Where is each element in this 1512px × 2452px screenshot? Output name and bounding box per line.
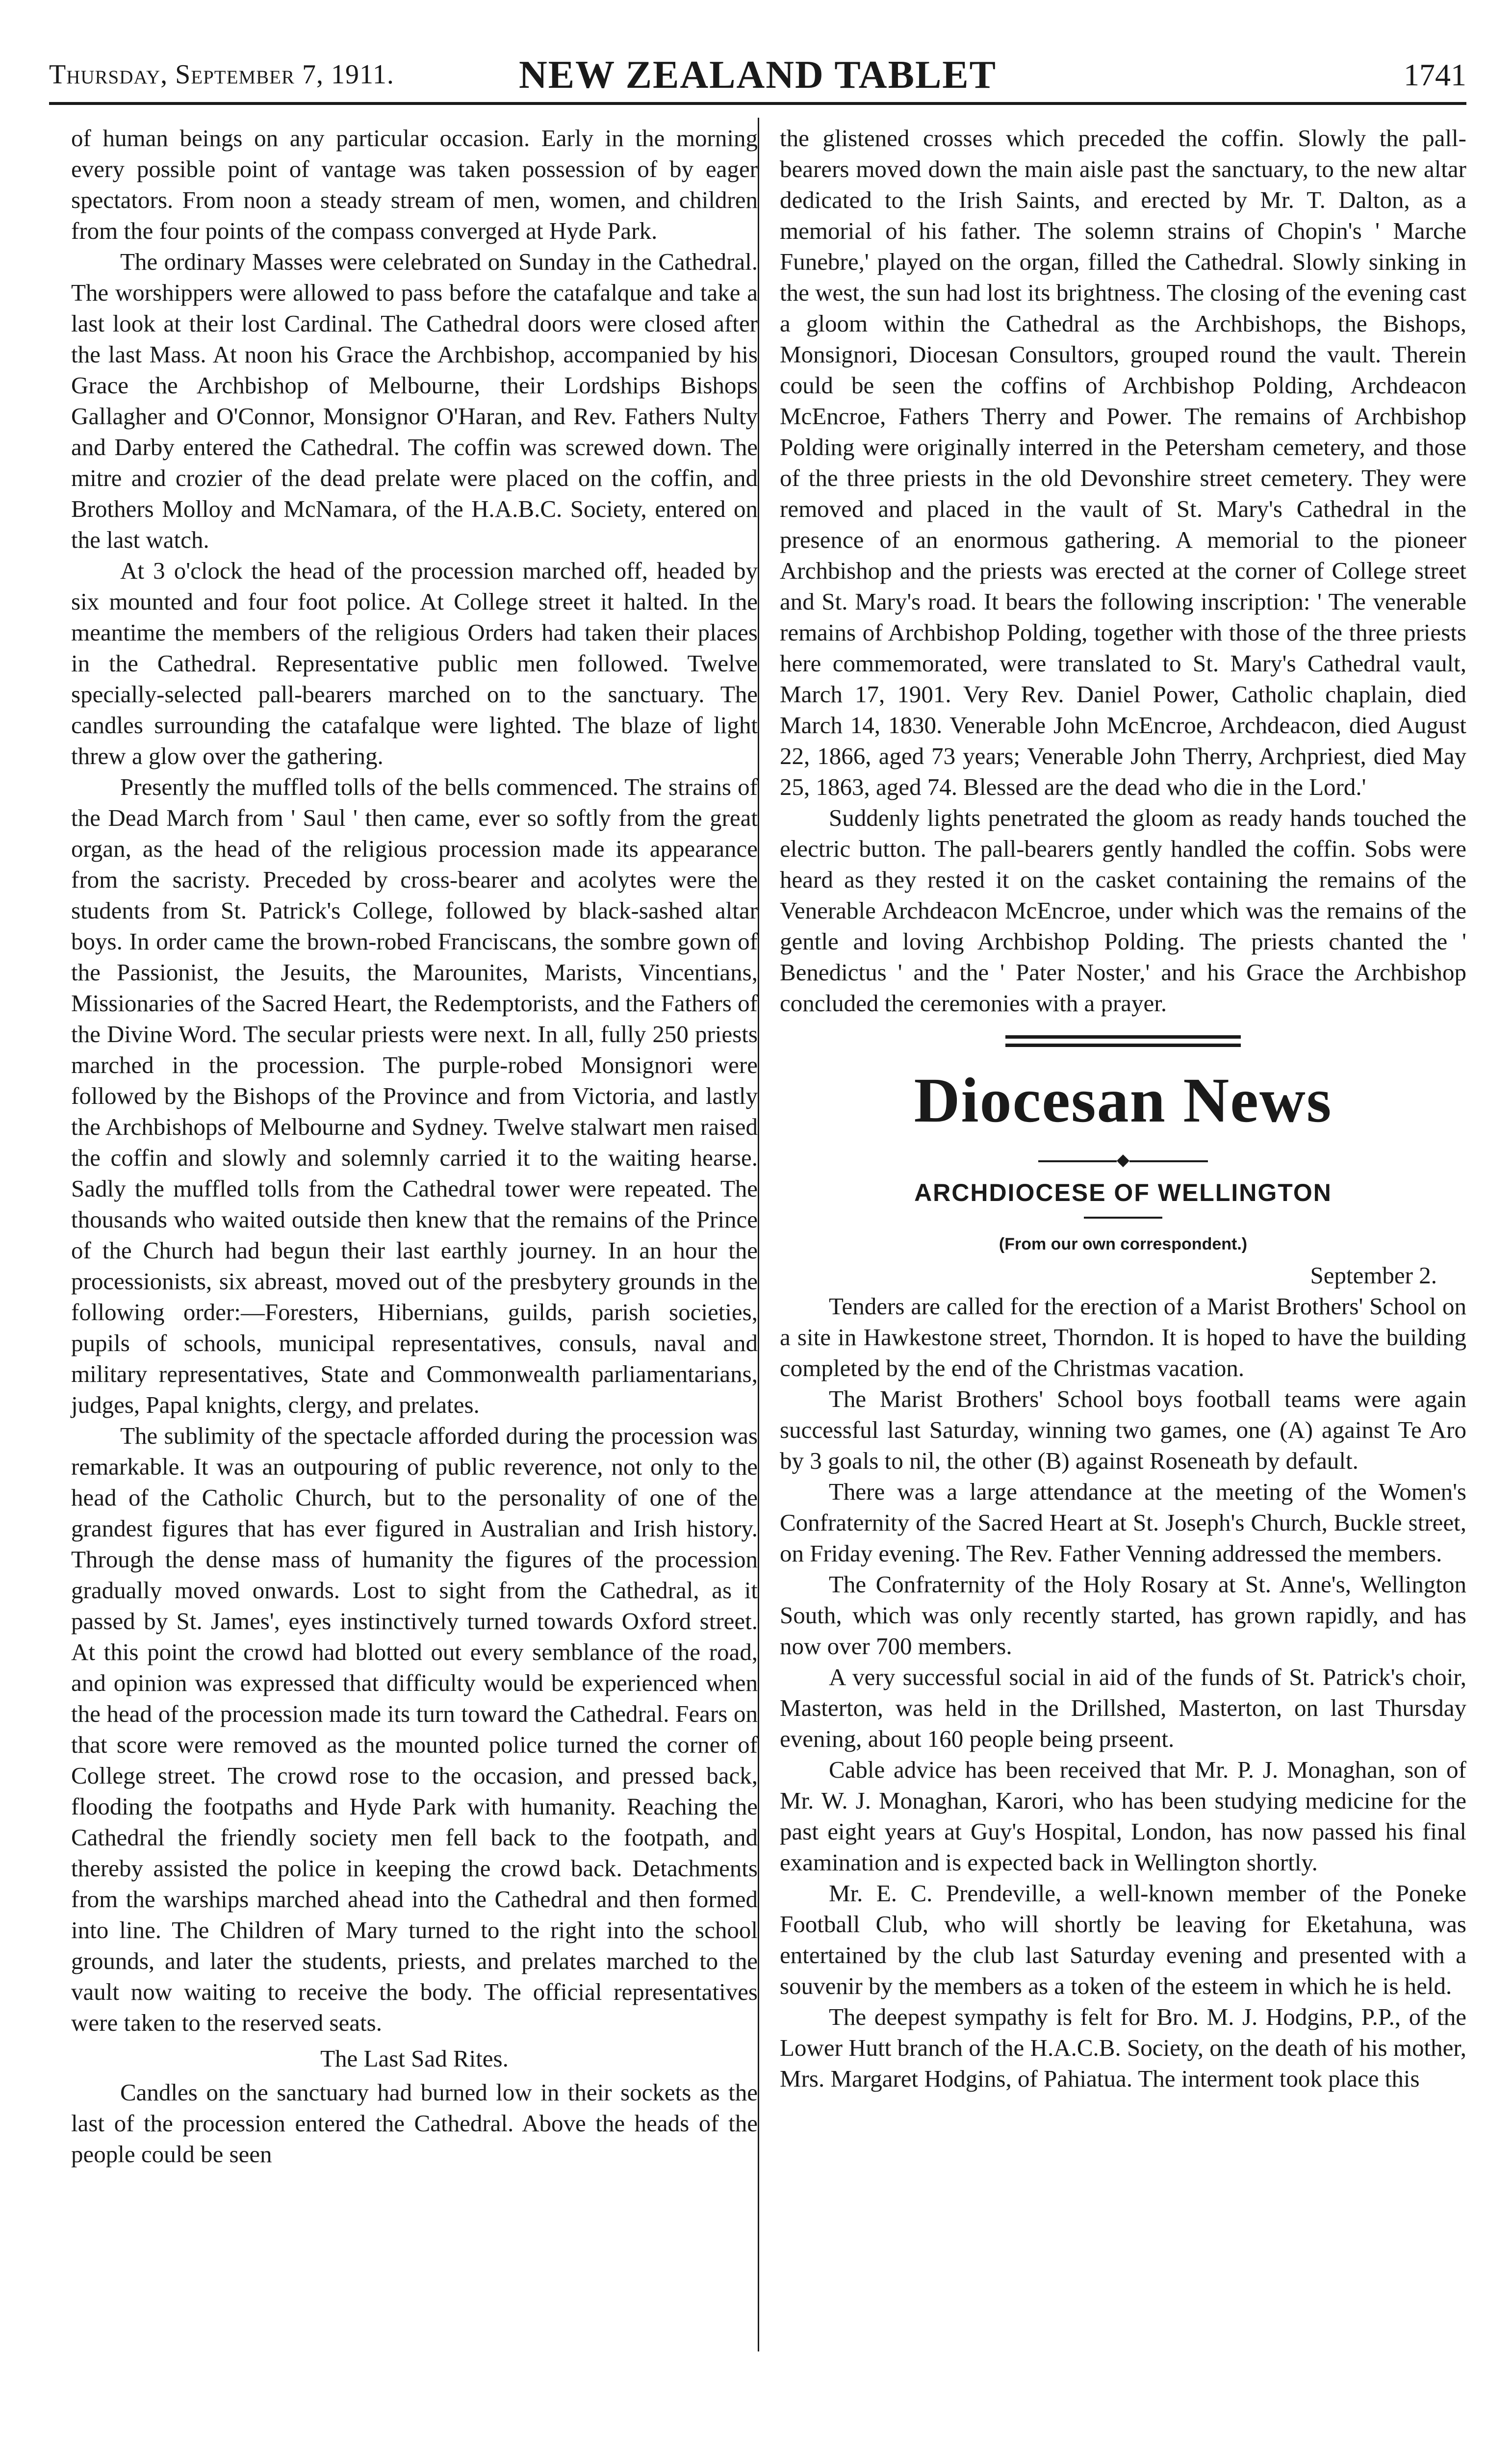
section-separator xyxy=(1005,1035,1241,1047)
correspondent-line: (From our own correspondent.) xyxy=(999,1235,1248,1253)
left-column xyxy=(71,123,758,2170)
page-number: 1741 xyxy=(1404,57,1466,92)
masthead-title: NEW ZEALAND TABLET xyxy=(518,53,997,97)
news-paragraph: Cable advice has been received that Mr. P. J. Monaghan, son of Mr. W. J. Monaghan, Karori, who has been studying medicine for the past eight years at Guy's Hospital, London, has now passed his final examination and is expected back in Wellington shortly. xyxy=(780,1756,1466,1876)
article-paragraph: Candles on the sanctuary had burned low in their sockets as the last of the procession entered the Cathedral. Above the heads of the people could be seen xyxy=(71,2079,758,2168)
subtitle-rule xyxy=(1084,1217,1162,1219)
article-paragraph: Suddenly lights penetrated the gloom as ready hands touched the electric button. The pall-bearers gently handled the coffin. Sobs were heard as they rested it on the casket containing the remains of the Venerable Archdeacon McEncroe, under which was the remains of the gentle and loving Archbishop Polding. The priests chanted the ' Benedictus ' and the ' Pater Noster,' and his Grace the Archbishop concluded the ceremonies with a prayer. xyxy=(780,804,1466,1017)
news-paragraph: The deepest sympathy is felt for Bro. M. J. Hodgins, P.P., of the Lower Hutt branch of the H.A.C.B. Society, on the death of his mother, Mrs. Margaret Hodgins, of Pahiatua. The interment took place this xyxy=(780,2003,1466,2092)
article-paragraph: The ordinary Masses were celebrated on Sunday in the Cathedral. The worshippers were allowed to pass before the catafalque and take a last look at their lost Cardinal. The Cathedral doors were closed after the last Mass. At noon his Grace the Archbishop, accompanied by his Grace the Archbishop of Melbourne, their Lordships Bishops Gallagher and O'Connor, Monsignor O'Haran, and Rev. Fathers Nulty and Darby entered the Cathedral. The coffin was screwed down. The mitre and crozier of the dead prelate were placed on the coffin, and Brothers Molloy and McNamara, of the H.A.B.C. Society, entered on the last watch. xyxy=(71,248,758,553)
article-paragraph: the glistened crosses which preceded the coffin. Slowly the pall-bearers moved down the main aisle past the sanctuary, to the new altar dedicated to the Irish Saints, and erected by Mr. T. Dalton, as a memorial of his father. The solemn strains of Chopin's ' Marche Funebre,' played on the organ, filled the Cathedral. Slowly sinking in the west, the sun had lost its brightness. The closing of the evening cast a gloom within the Cathedral as the Archbishops, the Bishops, Monsignori, Diocesan Consultors, grouped round the vault. Therein could be seen the coffins of Archbishop Polding, Archdeacon McEncroe, Fathers Therry and Power. The remains of Archbishop Polding were originally interred in the Petersham cemetery, and those of the three priests in the old Devonshire street cemetery. They were removed and placed in the vault of St. Mary's Cathedral in the presence of an enormous gathering. A memorial to the pioneer Archbishop and the priests was erected at the corner of College street and St. Mary's road. It bears the following inscription: ' The venerable remains of Archbishop Polding, together with those of the three priests here commemorated, were translated to St. Mary's Cathedral vault, March 17, 1901. Very Rev. Daniel Power, Catholic chaplain, died March 14, 1830. Venerable John McEncroe, Archdeacon, died August 22, 1866, aged 73 years; Venerable John Therry, Archpriest, died May 25, 1863, aged 74. Blessed are the dead who die in the Lord.' xyxy=(780,125,1466,800)
news-paragraph: Mr. E. C. Prendeville, a well-known member of the Poneke Football Club, who will shortly be leaving for Eketahuna, was entertained by the club last Saturday evening and presented with a souvenir by the members as a token of the esteem in which he is held. xyxy=(780,1880,1466,1999)
article-paragraph: Presently the muffled tolls of the bells commenced. The strains of the Dead March from ' Saul ' then came, ever so softly from the great organ, as the head of the religious procession made its appearance from the sacristy. Preceded by cross-bearer and acolytes were the students from St. Patrick's College, followed by black-sashed altar boys. In order came the brown-robed Franciscans, the sombre gown of the Passionist, the Jesuits, the Marounites, Marists, Vincentians, Missionaries of the Sacred Heart, the Redemptorists, and the Fathers of the Divine Word. The secular priests were next. In all, fully 250 priests marched in the procession. The purple-robed Monsignori were followed by the Bishops of the Province and from Victoria, and lastly the Archbishops of Melbourne and Sydney. Twelve stalwart men raised the coffin and slowly and solemnly carried it to the waiting hearse. Sadly the muffled tolls from the Cathedral tower were repeated. The thousands who waited outside then knew that the remains of the Prince of the Church had begun their last earthly journey. In an hour the processionists, six abreast, moved out of the presbytery grounds in the following order:—Foresters, Hibernians, guilds, parish societies, pupils of schools, municipal representatives, consuls, naval and military representatives, State and Commonwealth parliamentarians, judges, Papal knights, clergy, and prelates. xyxy=(71,773,758,1418)
article-paragraph: of human beings on any particular occasion. Early in the morning every possible point of vantage was taken possession of by eager spectators. From noon a steady stream of men, women, and children from the four points of the compass converged at Hyde Park. xyxy=(71,125,758,244)
article-paragraph: At 3 o'clock the head of the procession marched off, headed by six mounted and four foot police. At College street it halted. In the meantime the members of the religious Orders had taken their places in the Cathedral. Representative public men followed. Twelve specially-selected pall-bearers marched on to the sanctuary. The candles surrounding the catafalque were lighted. The blaze of light threw a glow over the gathering. xyxy=(71,557,758,769)
diamond-icon: ◆ xyxy=(1116,1151,1130,1169)
section-title: Diocesan News xyxy=(914,1065,1333,1136)
article-subheading: The Last Sad Rites. xyxy=(320,2045,509,2072)
column-divider xyxy=(758,118,759,2351)
news-paragraph: The Confraternity of the Holy Rosary at St. Anne's, Wellington South, which was only recently started, has grown rapidly, and has now over 700 members. xyxy=(780,1571,1466,1660)
news-paragraph: A very successful social in aid of the funds of St. Patrick's choir, Masterton, was held in the Drillshed, Masterton, on last Thursday evening, about 160 people being prseent. xyxy=(780,1663,1466,1752)
header-rule xyxy=(49,102,1466,105)
article-paragraph: The sublimity of the spectacle afforded during the procession was remarkable. It was an outpouring of public reverence, not only to the head of the Catholic Church, but to the personality of one of the grandest figures that has ever figured in Australian and Irish history. Through the dense mass of humanity the figures of the procession gradually moved onwards. Lost to sight from the Cathedral, as it passed by St. James', eyes instinctively turned towards Oxford street. At this point the crowd had blotted out every semblance of the road, and opinion was expressed that difficulty would be experienced when the head of the procession made its turn toward the Cathedral. Fears on that score were removed as the mounted police turned the corner of College street. The crowd rose to the occasion, and pressed back, flooding the footpaths and Hyde Park with humanity. Reaching the Cathedral the friendly society men fell back to the footpath, and thereby assisted the police in keeping the crowd back. Detachments from the warships marched ahead into the Cathedral and then formed into line. The Children of Mary turned to the right into the school grounds, and later the students, priests, and prelates marched to the vault now waiting to receive the body. The official representatives were taken to the reserved seats. xyxy=(71,1422,758,2036)
news-paragraph: The Marist Brothers' School boys football teams were again successful last Saturday, winning two games, one (A) against Te Aro by 3 goals to nil, the other (B) against Roseneath by default. xyxy=(780,1385,1466,1474)
right-column xyxy=(780,123,1466,2094)
issue-date: Thursday, September 7, 1911. xyxy=(49,59,394,90)
news-paragraph: There was a large attendance at the meeting of the Women's Confraternity of the Sacred Heart at St. Joseph's Church, Buckle street, on Friday evening. The Rev. Father Venning addressed the members. xyxy=(780,1478,1466,1567)
news-paragraph: Tenders are called for the erection of a Marist Brothers' School on a site in Hawkestone street, Thorndon. It is hoped to have the building completed by the end of the Christmas vacation. xyxy=(780,1293,1466,1381)
page-header xyxy=(49,53,1466,97)
dateline: September 2. xyxy=(1310,1262,1437,1289)
ornament-divider xyxy=(780,1152,1466,1169)
section-subtitle: ARCHDIOCESE OF WELLINGTON xyxy=(914,1179,1332,1206)
